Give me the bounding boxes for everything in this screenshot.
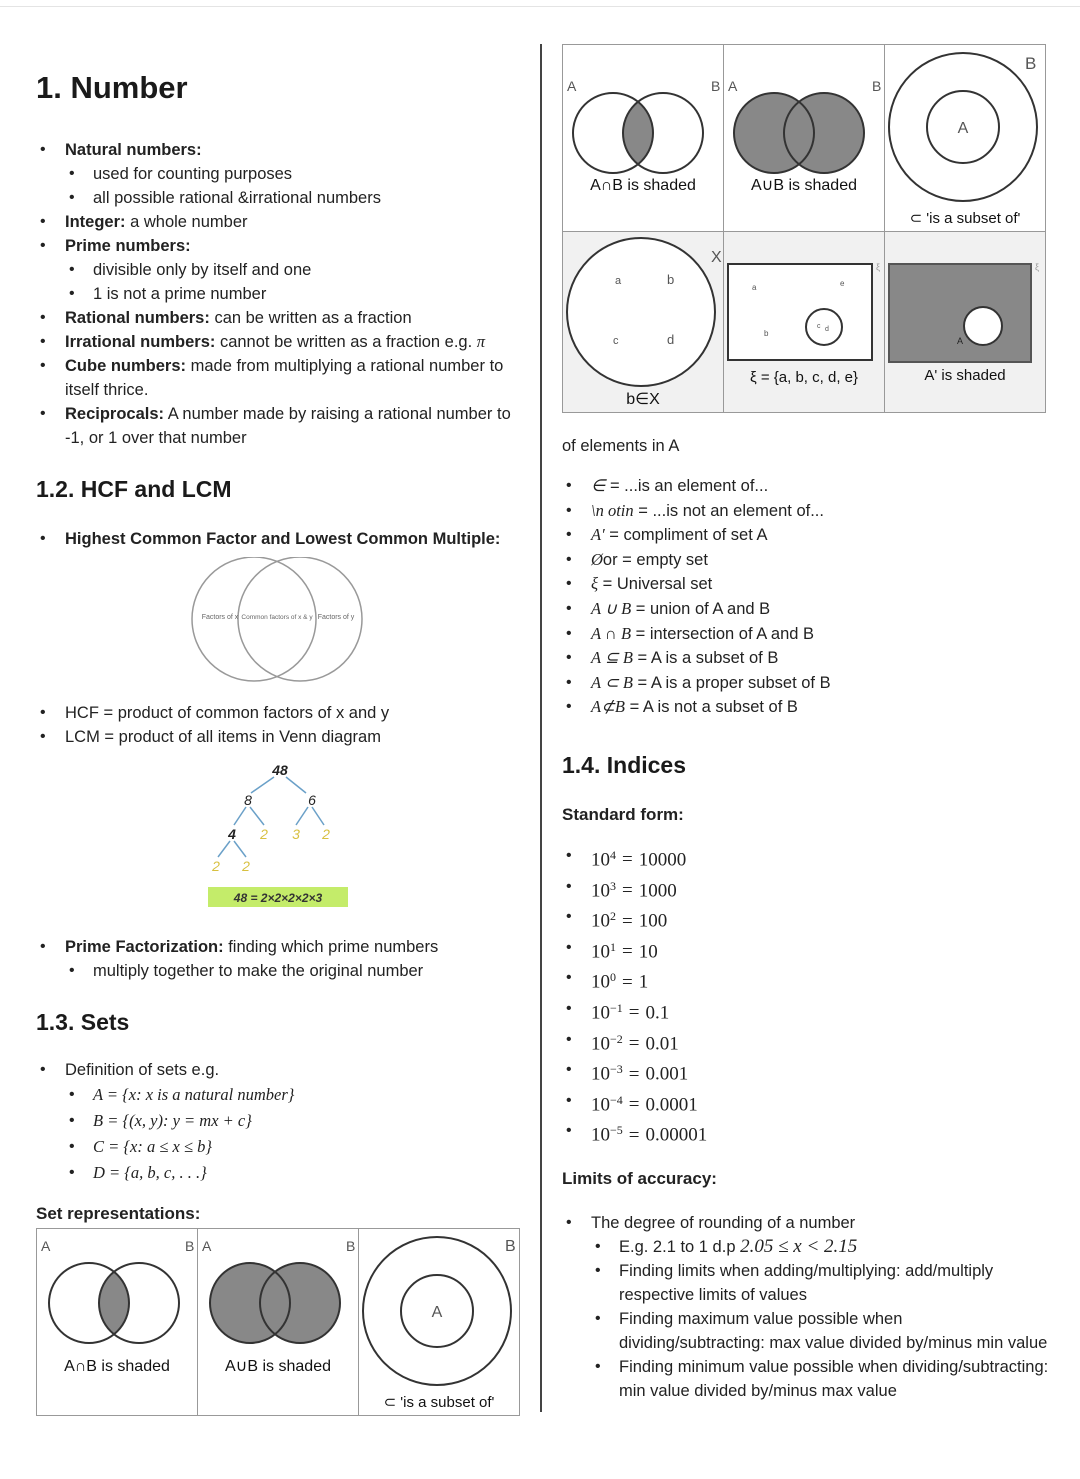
list-item <box>36 527 531 551</box>
set-label-a: A <box>957 120 969 137</box>
complement-diagram <box>885 232 1045 412</box>
set-name: B <box>93 1111 104 1130</box>
power-exponent: 0 <box>610 970 616 985</box>
element-label: c <box>613 335 619 347</box>
tree-leaf-2: 2 <box>212 858 220 874</box>
set-label-b: B <box>872 78 882 94</box>
list-item <box>562 965 1052 996</box>
list-item <box>562 1057 1052 1088</box>
term-text: A number made by raising a rational number to -1, or 1 over that number <box>65 405 511 447</box>
symbol-meaning: = A is not a subset of B <box>624 698 798 717</box>
venn-left-label: Factors of x <box>201 614 239 621</box>
limits-list <box>562 1211 1052 1403</box>
power-value: 0.0001 <box>645 1094 698 1116</box>
venn-union-diagram <box>724 45 884 231</box>
equals-sign: = <box>628 1124 640 1146</box>
number-list <box>36 138 531 450</box>
element-label: a <box>615 275 622 287</box>
power-base: 10 <box>591 1124 610 1146</box>
set-label-a: A <box>431 1304 443 1321</box>
equals-sign: = <box>622 941 633 963</box>
list-item <box>562 996 1052 1027</box>
set-symbol: ∈ <box>591 476 606 495</box>
set-label-a: A <box>567 78 577 94</box>
list-item <box>562 597 1052 622</box>
set-definition: = {(x, y): y = mx + c} <box>103 1111 252 1130</box>
set-label-b: B <box>711 78 721 94</box>
set-symbol: A ∩ B <box>591 623 632 643</box>
list-item <box>36 306 531 330</box>
equals-sign: = <box>622 880 633 902</box>
set-representations-heading: Set representations: <box>36 1204 201 1223</box>
venn-row-2 <box>563 232 1045 412</box>
list-item <box>36 354 505 402</box>
list-item <box>562 622 1052 647</box>
factor-equation: 48 = 2×2×2×2×3 <box>233 891 323 905</box>
right-column <box>562 44 1052 1403</box>
equals-sign: = <box>622 849 633 871</box>
term-text: a whole number <box>125 213 248 231</box>
power-value: 0.00001 <box>645 1124 708 1146</box>
power-base: 10 <box>591 910 610 932</box>
power-value: 1000 <box>638 880 677 902</box>
set-label-b: B <box>346 1238 356 1254</box>
term-text: made from multiplying a rational number to itself thrice. <box>65 357 504 399</box>
equals-sign: = <box>628 1094 640 1116</box>
column-divider <box>540 44 542 1412</box>
power-exponent: −1 <box>610 1000 623 1015</box>
symbol-meaning: = union of A and B <box>631 599 771 618</box>
list-item <box>562 1088 1052 1119</box>
power-base: 10 <box>591 849 610 871</box>
list-item <box>562 671 1052 696</box>
power-base: 10 <box>591 1094 610 1116</box>
term-label: Cube numbers: <box>65 357 187 375</box>
list-item <box>562 499 1052 524</box>
venn-intersection-diagram <box>563 45 723 231</box>
set-name: A <box>93 1085 103 1104</box>
term-label: Irrational numbers: <box>65 333 216 351</box>
element-label: b <box>764 329 769 338</box>
equals-sign: = <box>628 1063 640 1085</box>
term-text: can be written as a fraction <box>209 309 412 327</box>
list-item <box>36 1160 531 1186</box>
power-value: 10000 <box>638 849 687 871</box>
set-label-a: A <box>728 78 738 94</box>
element-label: a <box>752 283 757 292</box>
power-base: 10 <box>591 941 610 963</box>
list-item: • Finding minimum value possible when dividing/subtracting: min value divided by/minus max value <box>562 1355 1049 1403</box>
term-text: finding which prime numbers <box>223 938 439 956</box>
list-item: • multiply together to make the original number <box>36 959 531 983</box>
list-item <box>562 548 1052 573</box>
set-definition: = {x: x is a natural number} <box>102 1085 295 1104</box>
list-item <box>36 138 531 162</box>
venn-union-cell <box>198 1229 359 1415</box>
hcf-lcm-defs <box>36 701 531 749</box>
set-symbol: \n otin <box>591 500 634 520</box>
term-label: Prime Factorization: <box>65 938 224 956</box>
pi-symbol: π <box>476 332 486 351</box>
element-of-diagram <box>563 232 723 412</box>
power-base: 10 <box>591 880 610 902</box>
list-item <box>562 935 1052 966</box>
equals-sign: = <box>628 1033 640 1054</box>
element-label: d <box>667 332 675 347</box>
left-column <box>36 70 531 1416</box>
list-item: • Finding limits when adding/multiplying: add/multiply respective limits of values <box>562 1259 1049 1307</box>
venn-caption: A∪B is shaded <box>225 1358 331 1375</box>
venn-caption: A∪B is shaded <box>751 177 857 194</box>
power-exponent: 4 <box>610 847 616 862</box>
list-item <box>36 402 525 450</box>
list-item <box>562 572 1052 597</box>
symbol-meaning: = ...is not an element of... <box>633 501 824 520</box>
venn-union-diagram <box>198 1229 358 1415</box>
set-label-a: A <box>41 1238 51 1254</box>
list-item: • Definition of sets e.g. <box>36 1058 531 1082</box>
list-item: • Finding maximum value possible when dividing/subtracting: max value divided by/minus min value <box>562 1307 1049 1355</box>
list-item: • The degree of rounding of a number <box>562 1211 1052 1235</box>
set-symbol: A′ <box>591 525 605 545</box>
factor-tree <box>36 763 531 913</box>
power-exponent: 1 <box>610 939 616 954</box>
symbol-meaning: = Universal set <box>598 575 713 594</box>
venn-caption: b∈X <box>626 391 660 408</box>
set-symbol: Ø <box>591 549 603 569</box>
set-label-a: A <box>957 336 964 346</box>
list-item <box>562 695 1052 720</box>
power-exponent: 2 <box>610 909 616 924</box>
section-title-hcf-lcm: 1.2. HCF and LCM <box>36 476 232 502</box>
equals-sign: = <box>622 971 633 993</box>
set-definition: = {x: a ≤ x ≤ b} <box>104 1137 212 1156</box>
element-of-cell <box>563 232 724 412</box>
symbol-meaning: or = empty set <box>602 550 708 569</box>
list-item <box>562 874 1052 905</box>
list-item <box>36 210 531 234</box>
venn-union-cell <box>724 45 885 231</box>
list-item <box>36 1134 531 1160</box>
symbol-meaning: = intersection of A and B <box>631 624 815 643</box>
power-exponent: −2 <box>610 1031 623 1046</box>
power-base: 10 <box>591 1033 610 1054</box>
term-text: cannot be written as a fraction e.g. <box>215 333 477 351</box>
venn-intersection-cell <box>37 1229 198 1415</box>
list-item <box>562 474 1052 499</box>
term-label: Reciprocals: <box>65 405 165 423</box>
tree-leaf-2: 2 <box>242 858 250 874</box>
tree-node-8: 8 <box>244 792 252 808</box>
set-label-b: B <box>505 1238 516 1255</box>
set-name: C <box>93 1137 105 1156</box>
venn-intersection-cell <box>563 45 724 231</box>
hcf-venn-diagram <box>36 557 531 687</box>
term-label: Rational numbers: <box>65 309 210 327</box>
element-label: c <box>817 323 821 330</box>
venn-subset-diagram <box>359 1229 519 1415</box>
venn-caption: A' is shaded <box>924 367 1006 384</box>
venn-table-top <box>562 44 1046 413</box>
equals-sign: = <box>622 910 633 932</box>
power-value: 0.1 <box>645 1002 670 1024</box>
example-math: 2.05 ≤ x < 2.15 <box>740 1235 858 1257</box>
venn-intersection-diagram <box>37 1229 197 1415</box>
sets-list <box>36 1058 531 1186</box>
term-label: Natural numbers: <box>65 141 202 159</box>
list-item: • divisible only by itself and one <box>36 258 531 282</box>
list-item <box>562 1027 1052 1058</box>
set-definition: = {a, b, c, . . .} <box>104 1163 207 1182</box>
elements-note: of elements in A <box>562 437 680 455</box>
section-title-sets: 1.3. Sets <box>36 1009 130 1035</box>
power-base: 10 <box>591 1002 610 1024</box>
venn-right-label: Factors of y <box>317 614 355 621</box>
list-item <box>562 904 1052 935</box>
venn-caption: ⊂ 'is a subset of' <box>909 210 1021 227</box>
set-symbol: A ⊂ B <box>591 672 633 692</box>
tree-leaf-3: 3 <box>292 826 300 842</box>
power-exponent: −5 <box>610 1123 623 1138</box>
equals-sign: = <box>628 1002 640 1024</box>
list-item <box>36 330 531 354</box>
power-value: 10 <box>638 941 658 963</box>
list-item <box>36 234 531 258</box>
symbol-meaning: = compliment of set A <box>604 526 768 545</box>
universal-set-diagram <box>724 232 884 412</box>
venn-table-bottom <box>36 1228 520 1416</box>
set-label-b: B <box>1025 54 1037 73</box>
set-symbol: ξ <box>591 574 599 594</box>
element-label: d <box>825 326 829 333</box>
list-item <box>36 1108 531 1134</box>
standard-form-heading: Standard form: <box>562 804 684 824</box>
list-item: • LCM = product of all items in Venn diagram <box>36 725 531 749</box>
symbol-meaning: = A is a subset of B <box>632 649 779 668</box>
set-label-a: A <box>202 1238 212 1254</box>
list-item <box>562 843 1052 874</box>
power-value: 100 <box>638 910 668 932</box>
tree-node-4: 4 <box>228 826 236 842</box>
term-label: Prime numbers: <box>65 237 191 255</box>
power-base: 10 <box>591 1063 610 1085</box>
universal-set-cell <box>724 232 885 412</box>
powers-list <box>562 843 1052 1149</box>
symbol-meaning: = A is a proper subset of B <box>632 673 831 692</box>
hcf-list <box>36 527 531 551</box>
power-exponent: −3 <box>610 1062 623 1077</box>
universal-symbol: ξ <box>1035 262 1040 272</box>
venn-caption: A∩B is shaded <box>64 1358 170 1375</box>
venn-middle-label: Common factors of x & y <box>241 614 313 621</box>
venn-subset-diagram <box>885 45 1045 231</box>
tree-node-6: 6 <box>308 792 316 808</box>
section-title-number: 1. Number <box>36 70 188 105</box>
set-label-b: B <box>185 1238 195 1254</box>
tree-root: 48 <box>272 763 288 778</box>
list-item: • 1 is not a prime number <box>36 282 531 306</box>
power-exponent: 3 <box>610 878 616 893</box>
list-item: • used for counting purposes <box>36 162 531 186</box>
list-item <box>562 1118 1052 1149</box>
power-exponent: −4 <box>610 1092 623 1107</box>
venn-subset-cell <box>359 1229 519 1415</box>
set-symbol: A⊄B <box>591 697 625 717</box>
venn-subset-cell <box>885 45 1045 231</box>
list-item <box>36 935 531 959</box>
tree-leaf-2: 2 <box>322 826 330 842</box>
list-item <box>562 646 1052 671</box>
venn-row-1 <box>563 45 1045 232</box>
example-text: E.g. 2.1 to 1 d.p <box>619 1237 741 1256</box>
power-base: 10 <box>591 971 610 993</box>
term-label: Integer: <box>65 213 126 231</box>
set-symbol: A ⊆ B <box>591 648 633 668</box>
set-symbol: A ∪ B <box>591 598 632 618</box>
symbol-meaning: = ...is an element of... <box>605 477 769 495</box>
set-label-x: X <box>711 249 722 266</box>
universal-symbol: ξ <box>876 262 881 272</box>
list-item <box>36 1082 531 1108</box>
limits-heading: Limits of accuracy: <box>562 1168 717 1188</box>
element-label: b <box>667 272 675 287</box>
tree-leaf-2: 2 <box>260 826 268 842</box>
set-name: D <box>93 1163 105 1182</box>
list-item <box>562 523 1052 548</box>
prime-fact-list <box>36 935 531 983</box>
list-item <box>562 1235 1052 1259</box>
element-label: e <box>840 279 845 288</box>
top-rule <box>0 6 1080 7</box>
list-item: • all possible rational &irrational numbers <box>36 186 531 210</box>
power-value: 1 <box>638 971 649 993</box>
venn-caption: A∩B is shaded <box>590 177 696 194</box>
section-title-indices: 1.4. Indices <box>562 751 687 778</box>
symbol-list <box>562 474 1052 720</box>
venn-caption: ξ = {a, b, c, d, e} <box>749 369 859 386</box>
list-item: • HCF = product of common factors of x and y <box>36 701 531 725</box>
term-label: Highest Common Factor and Lowest Common Multiple: <box>65 530 501 548</box>
power-value: 0.001 <box>645 1063 689 1085</box>
venn-caption: ⊂ 'is a subset of' <box>383 1394 495 1411</box>
complement-cell <box>885 232 1045 412</box>
power-value: 0.01 <box>645 1033 679 1054</box>
